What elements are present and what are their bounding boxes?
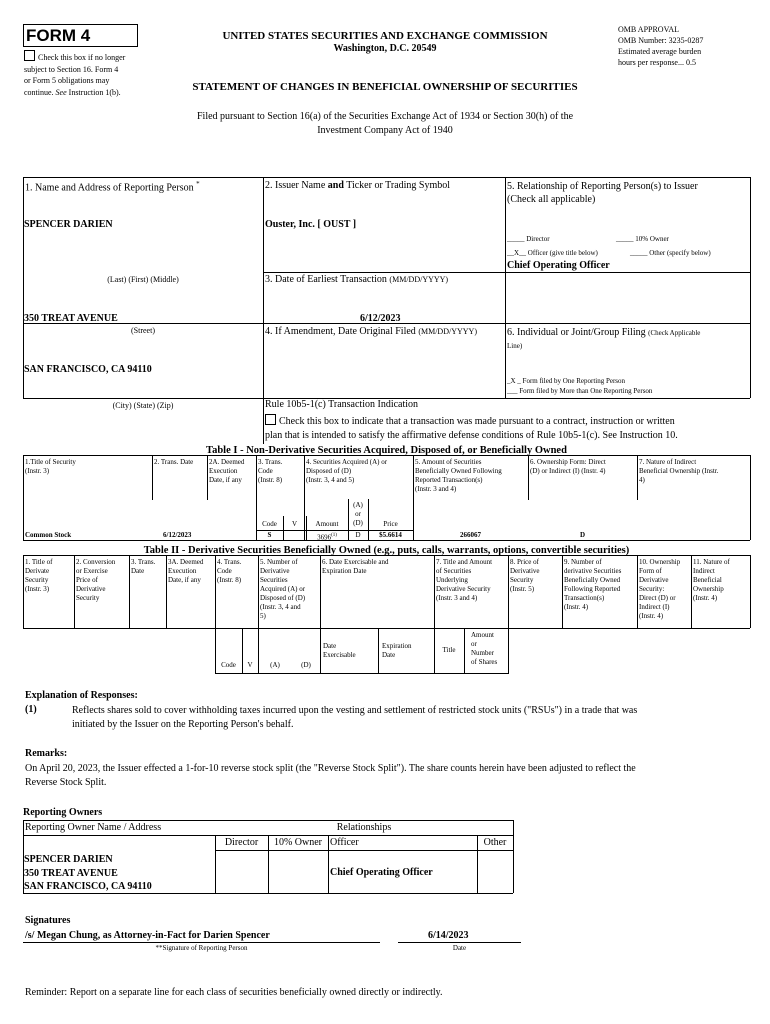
table1-title: Table I - Non-Derivative Securities Acquired, Disposed of, or Beneficially Owned [206,445,567,456]
t1-row-form: D [579,531,586,539]
group-filing-option: ___ Form filed by More than One Reporting Person [507,387,653,395]
check-note-line-1: Check this box if no longer [38,53,126,62]
t1-col6-header: 6. Ownership Form: Direct (D) or Indirect (I) (Instr. 4) [530,458,606,475]
t2-sub-exercisable: Date Exercisable [323,642,356,659]
reporting-owners-heading: Reporting Owners [23,807,103,818]
check-note-see: See [55,87,67,97]
t2-col7-header: 7. Title and Amount of Securities Underlying Derivative Security (Instr. 3 and 4) [436,558,493,602]
t1-col5-header: 5. Amount of Securities Beneficially Owned Following Reported Transaction(s) (Instr. 3 and 4) [415,458,502,493]
footnote-number: (1) [25,704,37,715]
signature-date-label: Date [452,944,467,952]
t1-row-amount: 3696$^{(1)}$ [317,533,337,542]
t1-sub-v: V [291,520,298,528]
omb-number: OMB Number: 3235-0287 [618,36,704,45]
signature-text: /s/ Megan Chung, as Attorney-in-Fact for Darien Spencer [25,930,270,941]
other-option: _____ Other (specify below) [630,249,711,257]
t2-sub-amount: Amount or Number of Shares [471,631,498,666]
reporting-person-street: 350 TREAT AVENUE [24,313,118,324]
street-label: (Street) [131,326,155,335]
t1-row-owned: 266067 [460,531,481,539]
t2-col10-header: 10. Ownership Form of Derivative Security: Direct (D) or Indirect (I) (Instr. 4) [639,558,681,620]
t2-sub-code: Code [221,661,236,669]
box5-label: 5. Relationship of Reporting Person(s) to Issuer (Check all applicable) [507,181,698,205]
t1-col3-header: 3. Trans. Code (Instr. 8) [258,458,283,484]
table2-title: Table II - Derivative Securities Beneficially Owned (e.g., puts, calls, warrants, options, convertible securities) [143,545,630,556]
t2-col4-header: 4. Trans. Code (Instr. 8) [217,558,242,584]
statement-title: STATEMENT OF CHANGES IN BENEFICIAL OWNERSHIP OF SECURITIES [192,81,578,93]
t1-row-price: $5.6614 [379,531,402,539]
other-header: Other [483,837,507,848]
rule-label: Rule 10b5-1(c) Transaction Indication [265,399,419,410]
agency-city: Washington, D.C. 20549 [333,43,437,54]
city-state-zip-label: (City) (State) (Zip) [112,401,174,410]
check-note-line-4: continue. [24,87,56,97]
check-note-line-5: Instruction 1(b). [66,87,121,97]
omb-hours: hours per response... 0.5 [618,58,696,67]
t2-col11-header: 11. Nature of Indirect Beneficial Ownership (Instr. 4) [693,558,730,602]
director-header: Director [224,837,259,848]
agency-name: UNITED STATES SECURITIES AND EXCHANGE COMMISSION [222,30,548,42]
rule-text: Check this box to indicate that a transaction was made pursuant to a contract, instruction or written plan that is intended to satisfy the affirmative defense conditions of Rule 10b5-1(c). See Instruction 10. [265,416,678,441]
owner-street: 350 TREAT AVENUE [24,867,118,879]
t2-sub-title: Title [442,646,456,654]
omb-title: OMB APPROVAL [618,25,679,34]
footnote-text: Reflects shares sold to cover withholding taxes incurred upon the vesting and settlement of restricted stock units ("RSUs") in a trade that was initiated by the Issuer on the Reporting Person's behalf. [72,705,638,730]
t2-col3-header: 3. Trans. Date [131,558,156,575]
director-option: _____ Director [507,235,550,243]
reporting-person-name: SPENCER DARIEN [24,219,113,230]
filed-pursuant-line-1: Filed pursuant to Section 16(a) of the Securities Exchange Act of 1934 or Section 30(h) of the [196,111,574,122]
t2-sub-expiration: Expiration Date [382,642,412,659]
check-note-line-3: or Form 5 obligations may [24,76,110,85]
t1-sub-amount: Amount [315,520,339,528]
t1-col7-header: 7. Nature of Indirect Beneficial Ownership (Instr. 4) [639,458,719,484]
form-title: FORM 4 [26,26,91,45]
rule-10b5-1-checkbox[interactable] [265,414,276,425]
t2-sub-d: (D) [301,661,311,669]
issuer-name: Ouster, Inc. [ OUST ] [265,219,357,230]
t2-col9-header: 9. Number of derivative Securities Beneficially Owned Following Reported Transaction(s) (Instr. 4) [564,558,622,611]
omb-approval [618,24,758,68]
box2-label: 2. Issuer Name and Ticker or Trading Symbol [265,180,451,191]
t2-col8-header: 8. Price of Derivative Security (Instr. 5) [510,558,540,593]
t1-col1-header: 1.Title of Security (Instr. 3) [25,458,76,475]
t1-row-date: 6/12/2023 [163,531,192,539]
filed-pursuant-line-2: Investment Company Act of 1940 [317,125,453,136]
t2-col3a-header: 3A. Deemed Execution Date, if any [168,558,204,584]
owner-name: SPENCER DARIEN [24,854,113,865]
no-longer-subject-note [24,50,164,98]
t1-col2-header: 2. Trans. Date [154,458,194,466]
t1-sub-price: Price [383,520,398,528]
owner-officer-cell: Chief Operating Officer [330,867,433,878]
signatures-heading: Signatures [25,915,71,926]
owner-address [24,853,152,894]
box1-label: 1. Name and Address of Reporting Person * [25,180,200,194]
no-longer-subject-checkbox[interactable] [24,50,35,61]
box3-label: 3. Date of Earliest Transaction (MM/DD/YYYY) [265,274,449,285]
name-parts-label: (Last) (First) (Middle) [107,275,179,284]
officer-option: __X__ Officer (give title below) [507,249,598,257]
t2-col1-header: 1. Title of Derivate Security (Instr. 3) [25,558,53,593]
remarks-text: On April 20, 2023, the Issuer effected a 1-for-10 reverse stock split (the "Reverse Stock Split"). The share counts herein have been adjusted to reflect the Reverse Stock Split. [25,763,636,788]
owner-city: SAN FRANCISCO, CA 94110 [24,881,152,892]
t1-col2a-header: 2A. Deemed Execution Date, if any [209,458,245,484]
omb-burden: Estimated average burden [618,47,702,56]
t2-col6-header: 6. Date Exercisable and Expiration Date [322,558,389,575]
officer-header: Officer [330,837,359,848]
t2-col2-header: 2. Conversion or Exercise Price of Derivative Security [76,558,116,602]
t1-row-code: S [267,531,272,539]
check-note-line-2: subject to Section 16. Form 4 [24,64,119,74]
signature-label: **Signature of Reporting Person [155,944,248,952]
reporting-person-city: SAN FRANCISCO, CA 94110 [24,364,152,375]
officer-title: Chief Operating Officer [507,260,610,271]
t1-col4-header: 4. Securities Acquired (A) or Disposed of (D) (Instr. 3, 4 and 5) [306,458,388,484]
t2-sub-v: V [247,661,253,669]
box4-label: 4. If Amendment, Date Original Filed (MM/DD/YYYY) [265,326,477,337]
t2-col5-header: 5. Number of Derivative Securities Acquired (A) or Disposed of (D) (Instr. 3, 4 and 5) [260,558,306,620]
t1-row-title: Common Stock [25,531,72,539]
t1-sub-code: Code [262,520,277,528]
ten-percent-option: _____ 10% Owner [616,235,669,243]
earliest-transaction-date: 6/12/2023 [360,313,401,324]
ten-percent-header: 10% Owner [273,837,323,848]
relationships-header: Relationships [336,822,392,833]
t2-sub-a: (A) [270,661,280,669]
remarks-heading: Remarks: [25,748,68,759]
explanation-heading: Explanation of Responses: [25,690,138,701]
t1-row-aod: D [355,531,361,539]
owner-name-header: Reporting Owner Name / Address [25,822,162,833]
reminder-text: Reminder: Report on a separate line for each class of securities beneficially owned directly or indirectly. [25,987,443,998]
form-title-box [23,24,138,47]
individual-filing-option: _X _ Form filed by One Reporting Person [507,377,626,385]
box6-label: 6. Individual or Joint/Group Filing (Check Applicable Line) [507,327,701,350]
t1-sub-aod: (A) or (D) [353,501,363,527]
signature-date: 6/14/2023 [428,930,469,941]
